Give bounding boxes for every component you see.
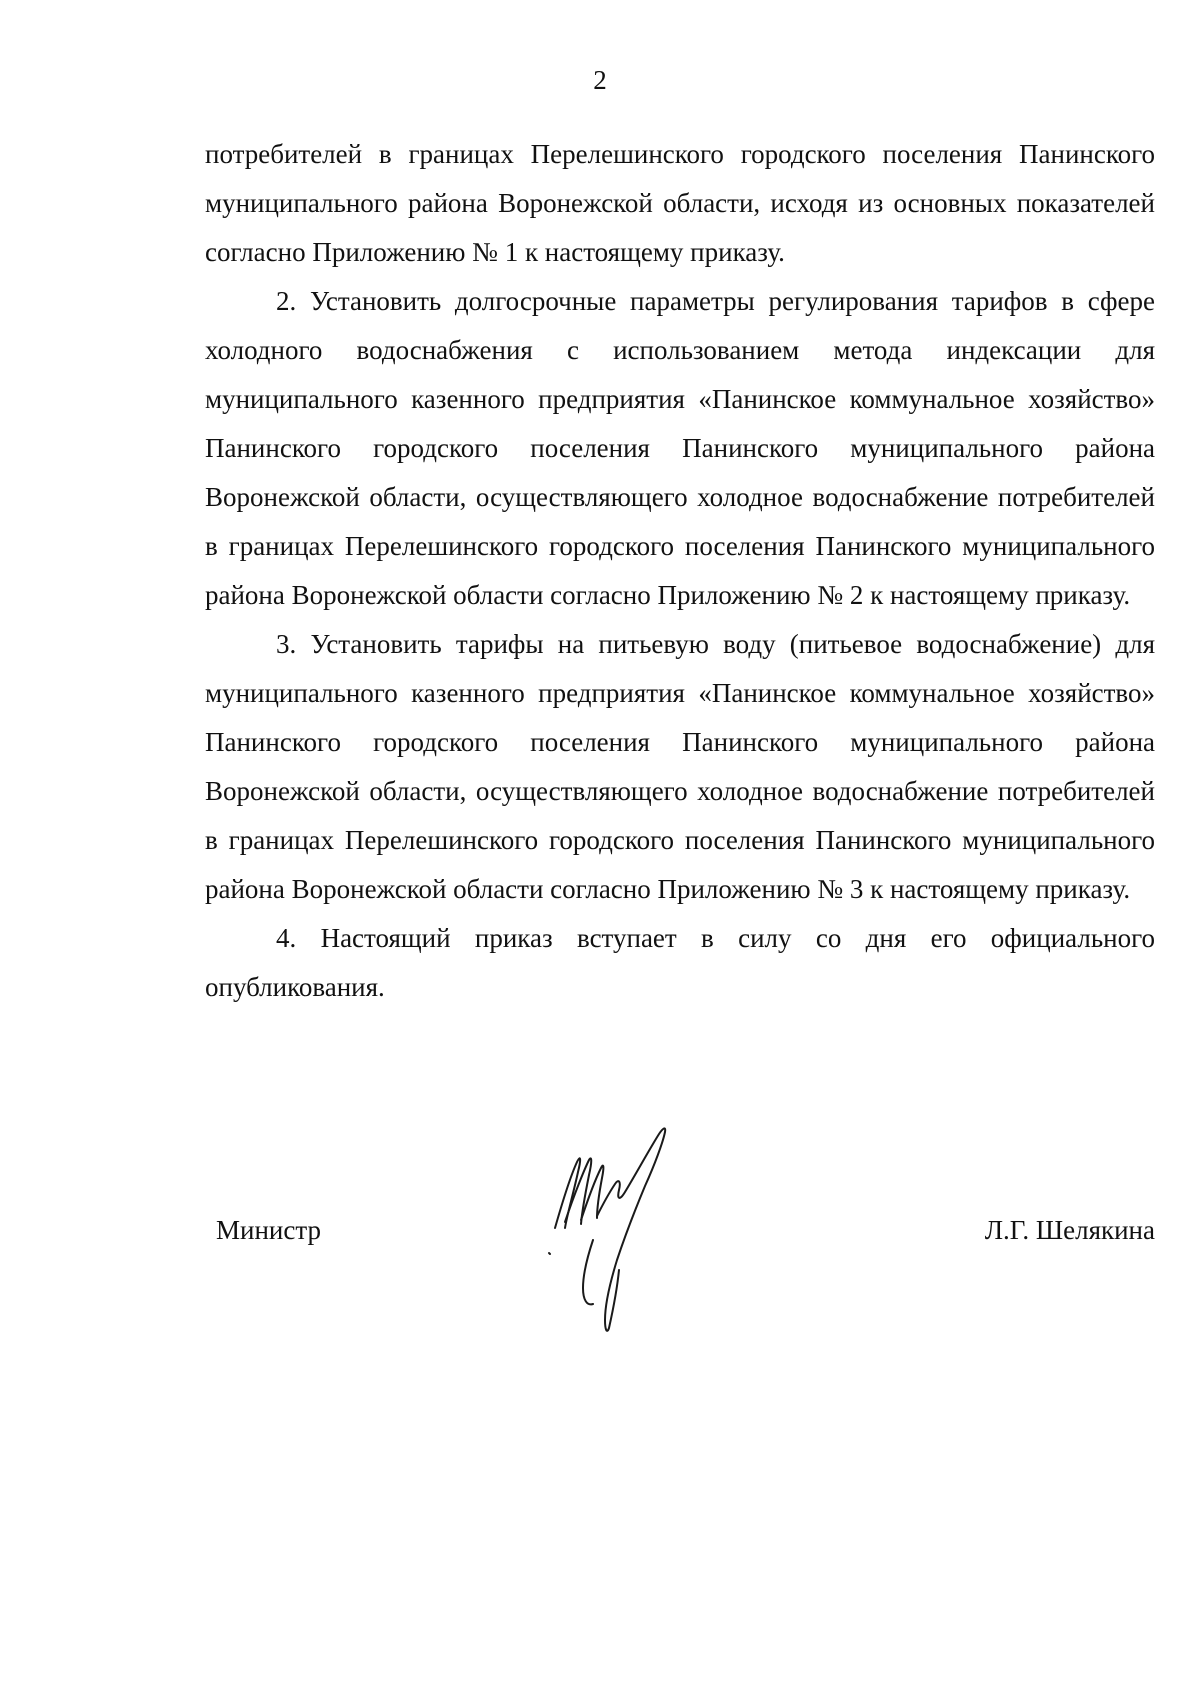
handwritten-signature [545,1120,725,1350]
paragraph-2: 2. Установить долгосрочные параметры регулирования тарифов в сфере холодного водоснабжения с использованием метода индексации для муниципального казенного предприятия «Панинское коммунальное хозяйство» Панинского городского поселения Панинского муниципального района Воронежской области, осуществляющего холодное водоснабжение потребителей в границах Перелешинского городского поселения Панинского муниципального района Воронежской области согласно Приложению № 2 к настоящему приказу. [205,286,1155,610]
document-body [205,130,1155,1012]
page-number: 2 [593,65,607,95]
signer-position: Министр [216,1215,321,1245]
paragraph-1-continuation: потребителей в границах Перелешинского городского поселения Панинского муниципального района Воронежской области, исходя из основных показателей согласно Приложению № 1 к настоящему приказу. [205,139,1155,267]
signer-name: Л.Г. Шелякина [984,1215,1155,1245]
paragraph-3: 3. Установить тарифы на питьевую воду (питьевое водоснабжение) для муниципального казенного предприятия «Панинское коммунальное хозяйство» Панинского городского поселения Панинского муниципального района Воронежской области, осуществляющего холодное водоснабжение потребителей в границах Перелешинского городского поселения Панинского муниципального района Воронежской области согласно Приложению № 3 к настоящему приказу. [205,629,1155,904]
paragraph-4: 4. Настоящий приказ вступает в силу со дня его официального опубликования. [205,923,1155,1002]
